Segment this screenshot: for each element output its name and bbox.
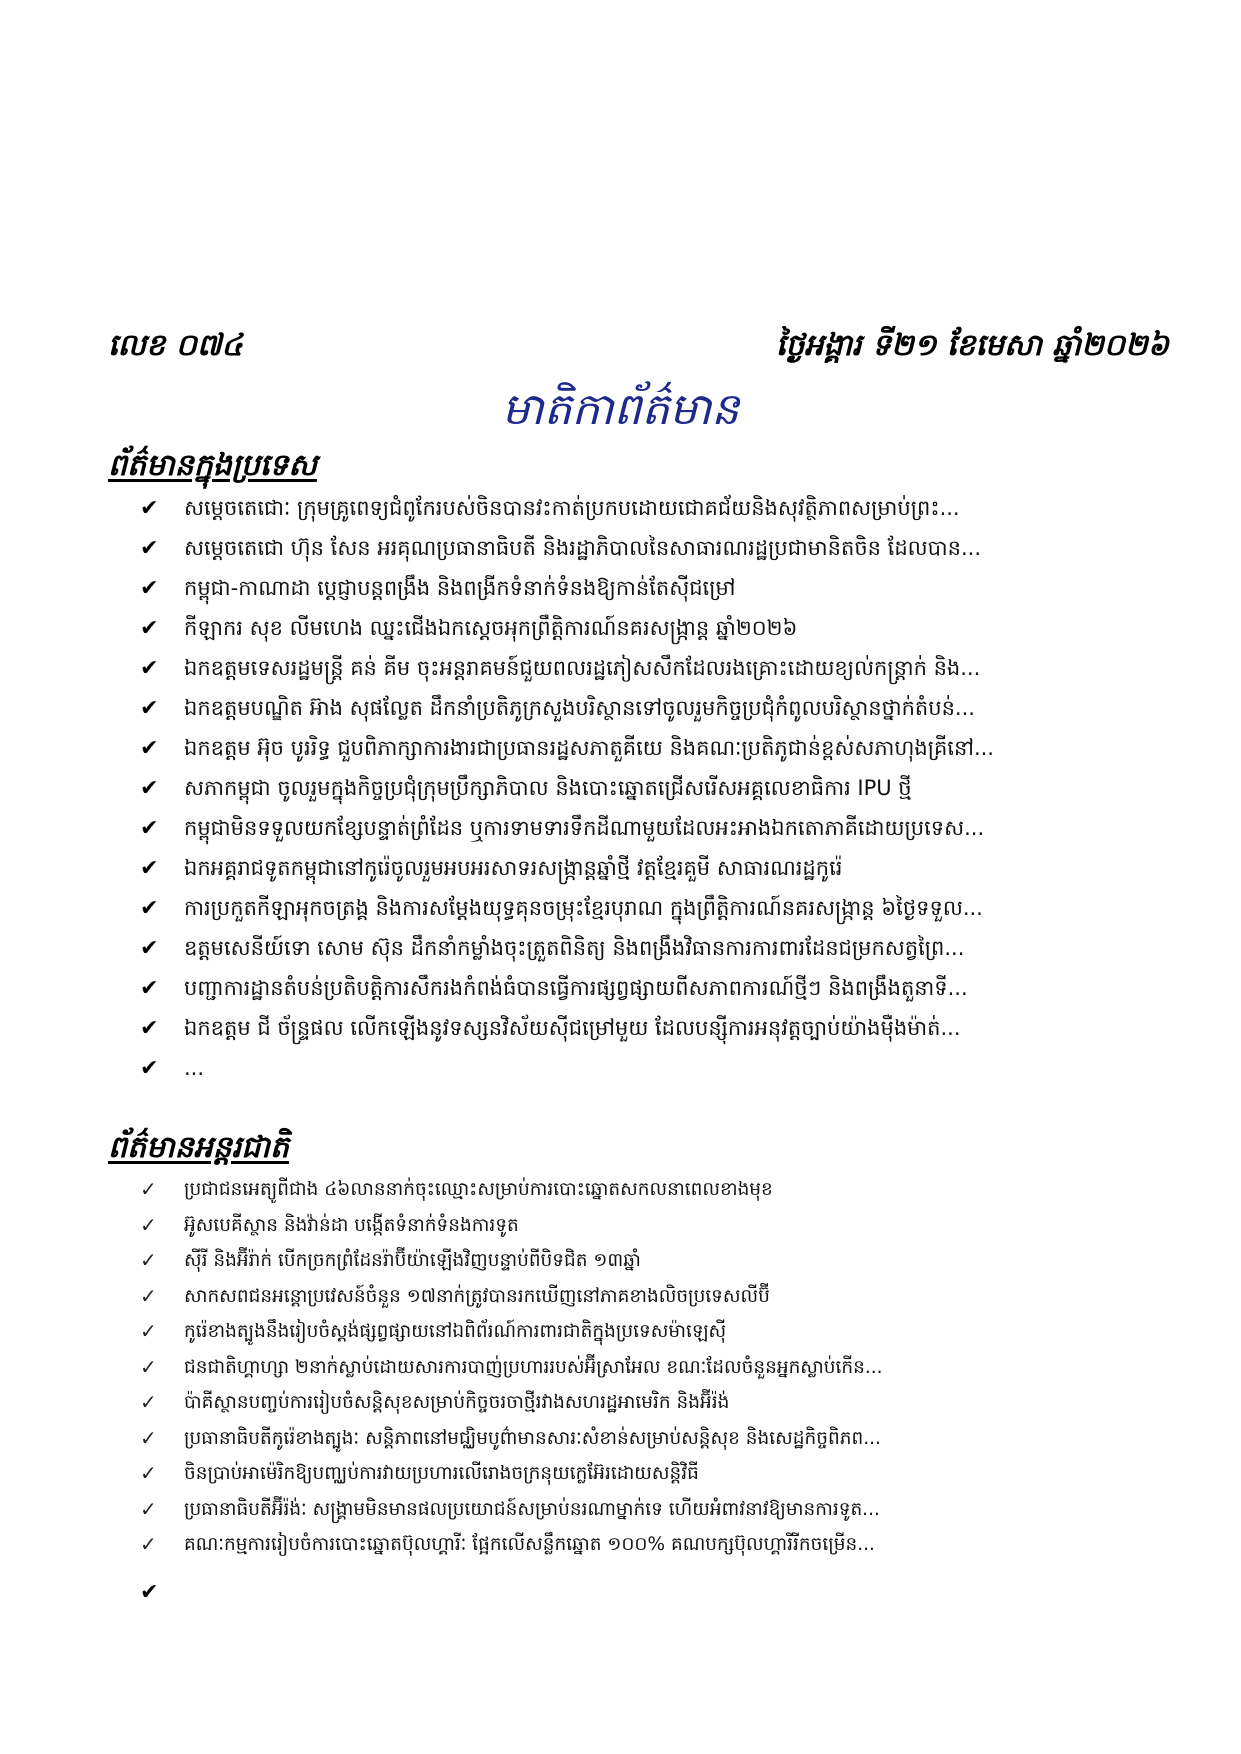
check-icon: ✔ [140, 616, 159, 641]
list-item [140, 1421, 1140, 1457]
list-item-text: ចិនប្រាប់អាម៉េរិកឱ្យបញ្ឈប់ការវាយប្រហារលើរោងចក្រនុយក្លេអ៊ែរដោយសន្តិវិធី [184, 1463, 699, 1484]
list-item [140, 1492, 1140, 1528]
list-item [140, 488, 1140, 528]
list-item [140, 848, 1140, 888]
list-item [140, 1350, 1140, 1386]
list-item-text: សម្តេចតេជោៈ ក្រុមគ្រូពេទ្យជំពូកែរបស់ចិនបានវះកាត់ប្រកបដោយជោគជ័យនិងសុវត្ថិភាពសម្រាប់ព្រះ... [184, 496, 960, 520]
check-icon: ✓ [140, 1425, 157, 1450]
list-item-text: ជនជាតិហ្គាហ្សា ២នាក់ស្លាប់ដោយសារការបាញ់ប្រហាររបស់អ៊ីស្រាអែល ខណៈដែលចំនួនអ្នកស្លាប់កើន... [184, 1356, 883, 1378]
list-item [140, 1048, 1140, 1088]
list-item [140, 888, 1140, 928]
list-item-text: កីឡាករ សុខ លីមហេង ឈ្នះជើងឯកស្តេចអុកព្រឹត្តិការណ៍នគរសង្ក្រាន្ត ឆ្នាំ២០២៦ [184, 616, 798, 640]
list-item [140, 728, 1140, 768]
international-news-heading: ព័ត៌មានអន្តរជាតិ [108, 1130, 289, 1165]
list-item-text: ប្រធានាធិបតីអ៊ីរ៉ង់ៈ សង្គ្រាមមិនមានផលប្រយោជន៍សម្រាប់នរណាម្នាក់ទេ ហើយអំពាវនាវឱ្យមានការទូត... [184, 1498, 880, 1520]
list-item [140, 1575, 1140, 1611]
list-item-text: ឯកឧត្តមទេសរដ្ឋមន្ត្រី គន់ គីម ចុះអន្តរាគមន៍ជួយពលរដ្ឋភៀសសឹកដែលរងគ្រោះដោយខ្យល់កន្ត្រាក់ និង... [184, 656, 981, 680]
check-icon: ✓ [140, 1283, 157, 1308]
list-item-text: ឯកឧត្តម អ៊ុច បូររិទ្ធ ជួបពិភាក្សាការងារជាប្រធានរដ្ឋសភាតួគីយេ និងគណៈប្រតិភូជាន់ខ្ពស់សភាហុងគ្រីនៅ... [184, 736, 994, 760]
check-icon: ✓ [140, 1354, 157, 1379]
list-item [140, 648, 1140, 688]
list-item-text: ឯកឧត្តមបណ្ឌិត អ៊ាង សុផល្លែត ដឹកនាំប្រតិភូក្រសួងបរិស្ថានទៅចូលរួមកិច្ចប្រជុំកំពូលបរិស្ថានថ្នាក់តំបន់... [184, 696, 975, 720]
list-item [140, 688, 1140, 728]
domestic-news-list [140, 488, 1140, 1088]
list-item [140, 1456, 1140, 1492]
list-item [140, 608, 1140, 648]
check-icon: ✔ [140, 536, 159, 561]
check-icon: ✓ [140, 1212, 157, 1237]
check-icon: ✔ [140, 736, 159, 761]
list-item [140, 1314, 1140, 1350]
list-item-text: កម្ពុជាមិនទទួលយកខ្សែបន្ទាត់ព្រំដែន ឬការទាមទារទឹកដីណាមួយដែលអះអាងឯកតោភាគីដោយប្រទេស... [184, 816, 985, 840]
check-icon: ✓ [140, 1390, 157, 1414]
list-item-text: សម្តេចតេជោ ហ៊ុន សែន អរគុណប្រធានាធិបតី និងរដ្ឋាភិបាលនៃសាធារណរដ្ឋប្រជាមានិតចិន ដែលបាន... [184, 536, 982, 560]
list-item-text: ប្រជាជនអេត្យូពីជាង ៤៦លាននាក់ចុះឈ្មោះសម្រាប់ការបោះឆ្នោតសកលនាពេលខាងមុខ [184, 1179, 773, 1200]
check-icon: ✔ [140, 896, 159, 921]
check-icon: ✓ [140, 1177, 157, 1201]
check-icon: ✓ [140, 1461, 157, 1485]
check-icon: ✓ [140, 1496, 157, 1521]
list-item [140, 528, 1140, 568]
list-item-text: ប៉ាគីស្ថានបញ្ចប់ការរៀបចំសន្តិសុខសម្រាប់កិច្ចចរចាថ្មីរវាងសហរដ្ឋអាមេរិក និងអ៊ីរ៉ង់ [184, 1392, 730, 1413]
list-item [140, 1243, 1140, 1279]
list-item-text: សាកសពជនអន្តោប្រវេសន៍ចំនួន ១៧នាក់ត្រូវបានរកឃើញនៅភាគខាងលិចប្រទេសលីប៊ី [184, 1285, 770, 1307]
list-item-text: ប្រធានាធិបតីកូរ៉េខាងត្បូងៈ សន្តិភាពនៅមជ្ឈិមបូព៌ាមានសារៈសំខាន់សម្រាប់សន្តិសុខ និងសេដ្ឋកិច្ចពិភព... [184, 1427, 881, 1449]
list-item-text: ឯកអគ្គរាជទូតកម្ពុជានៅកូរ៉េចូលរួមអបអរសាទរសង្ក្រាន្តឆ្នាំថ្មី វត្តខ្មែរគួមី សាធារណរដ្ឋកូរ៉េ [184, 856, 843, 880]
list-item [140, 568, 1140, 608]
list-item [140, 1208, 1140, 1244]
list-item-text: ការប្រកួតកីឡាអុកចត្រង្គ និងការសម្តែងយុទ្ធគុនចម្រុះខ្មែរបុរាណ ក្នុងព្រឹត្តិការណ៍នគរសង្ក្រាន្ត ៦ថ្ងៃទទួល... [184, 896, 983, 920]
list-item [140, 768, 1140, 808]
check-icon: ✔ [140, 696, 159, 721]
check-icon: ✔ [140, 1579, 159, 1605]
issue-date: ថ្ងៃអង្គារ ទី២១ ខែមេសា ឆ្នាំ២០២៦ [775, 328, 1169, 363]
list-item-text: បញ្ជាការដ្ឋានតំបន់ប្រតិបត្តិការសឹករងកំពង់ធំបានធ្វើការផ្សព្វផ្សាយពីសភាពការណ៍ថ្មីៗ និងពង្រឹងតួនាទី... [184, 976, 968, 1000]
document-title: មាតិកាព័ត៌មាន [501, 384, 740, 435]
list-item [140, 928, 1140, 968]
list-item [140, 1385, 1140, 1421]
list-item-text: គណៈកម្មការរៀបចំការបោះឆ្នោតប៊ុលហ្គារីៈ ផ្អែកលើសន្លឹកឆ្នោត ១០០% គណបក្សប៊ុលហ្គារីរីកចម្រើន... [184, 1534, 875, 1555]
list-item-text: កូរ៉េខាងត្បូងនឹងរៀបចំស្តង់ផ្សព្វផ្សាយនៅឯពិព័រណ៍ការពារជាតិក្នុងប្រទេសម៉ាឡេស៊ី [184, 1321, 727, 1342]
check-icon: ✔ [140, 576, 159, 601]
list-item-text: ស៊ីរី និងអ៊ីរ៉ាក់ បើកច្រកព្រំដែនរ៉ាប៊ីយ៉ាឡើងវិញបន្ទាប់ពីបិទជិត ១៣ឆ្នាំ [184, 1250, 641, 1271]
check-icon: ✓ [140, 1532, 157, 1556]
check-icon: ✔ [140, 976, 159, 1001]
check-icon: ✔ [140, 1016, 159, 1041]
list-item-text: ឯកឧត្តម ជី ច័ន្ទ្រផល លើកឡើងនូវទស្សនវិស័យស៊ីជម្រៅមួយ ដែលបន្ស៊ីការអនុវត្តច្បាប់យ៉ាងម៉ឺងម៉ាត់... [184, 1016, 961, 1040]
check-icon: ✔ [140, 496, 159, 521]
list-item-text: កម្ពុជា-កាណាដា ប្តេជ្ញាបន្តពង្រឹង និងពង្រីកទំនាក់ទំនងឱ្យកាន់តែស៊ីជម្រៅ [184, 576, 736, 600]
list-item [140, 968, 1140, 1008]
list-item [140, 808, 1140, 848]
list-item [140, 1279, 1140, 1315]
international-news-list [140, 1172, 1140, 1610]
check-icon: ✔ [140, 816, 159, 841]
list-item [140, 1172, 1140, 1208]
check-icon: ✔ [140, 856, 159, 881]
issue-number: លេខ ០៧៤ [108, 328, 243, 363]
list-item-text: ឧត្តមសេនីយ៍ទោ សោម ស៊ុន ដឹកនាំកម្លាំងចុះត្រួតពិនិត្យ និងពង្រឹងវិធានការការពារដែនជម្រកសត្វព្រៃ... [184, 936, 965, 960]
check-icon: ✔ [140, 936, 159, 961]
list-item-text: សភាកម្ពុជា ចូលរួមក្នុងកិច្ចប្រជុំក្រុមប្រឹក្សាភិបាល និងបោះឆ្នោតជ្រើសរើសអគ្គលេខាធិការ IPU ថ្មី [184, 776, 912, 800]
check-icon: ✓ [140, 1319, 157, 1343]
check-icon: ✔ [140, 656, 159, 681]
check-icon: ✔ [140, 776, 159, 801]
list-item-text: ... [184, 1056, 205, 1080]
check-icon: ✓ [140, 1248, 157, 1272]
check-icon: ✔ [140, 1056, 159, 1081]
list-item [140, 1527, 1140, 1563]
domestic-news-heading: ព័ត៌មានក្នុងប្រទេស [108, 448, 317, 483]
header-row [108, 326, 1169, 376]
list-item-text: អ៊ូសបេគីស្ថាន និងវ៉ាន់ដា បង្កើតទំនាក់ទំនងការទូត [184, 1214, 519, 1236]
list-item [140, 1008, 1140, 1048]
